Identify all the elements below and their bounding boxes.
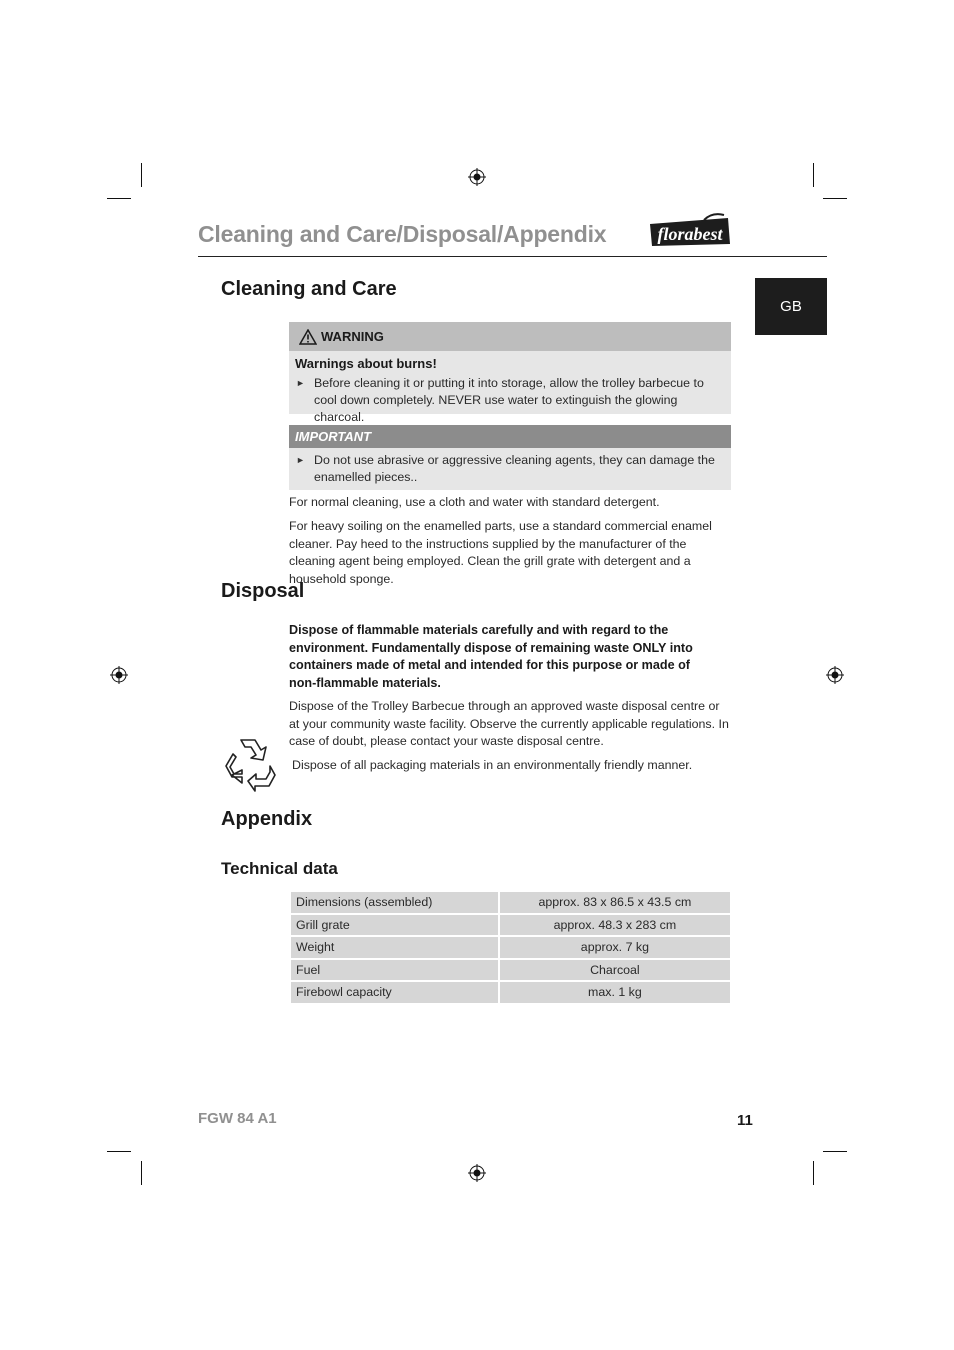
warning-header xyxy=(289,322,731,351)
crop-mark xyxy=(141,1161,142,1185)
spec-label: Dimensions (assembled) xyxy=(291,892,498,913)
technical-data-table xyxy=(289,890,732,1005)
important-label: IMPORTANT xyxy=(289,425,731,448)
registration-mark-icon xyxy=(468,1164,486,1182)
page-number: 11 xyxy=(737,1112,753,1129)
table-row xyxy=(291,915,730,936)
warning-subtitle: Warnings about burns! xyxy=(295,356,437,371)
recycle-icon xyxy=(221,734,279,792)
spec-value: Charcoal xyxy=(500,960,730,981)
important-bullet-text: Do not use abrasive or aggressive cleaning agents, they can damage the enamelled pieces.. xyxy=(314,453,715,484)
spec-value: approx. 7 kg xyxy=(500,937,730,958)
svg-text:florabest: florabest xyxy=(657,224,723,244)
brand-logo xyxy=(648,212,732,248)
warning-triangle-icon xyxy=(299,329,317,345)
crop-mark xyxy=(823,1151,847,1152)
disposal-paragraph: Dispose of the Trolley Barbecue through an approved waste disposal centre or at your community waste facility. Observe the currently applicable regulations. In case of doubt, please contact your waste disposal centre. xyxy=(289,699,729,748)
crop-mark xyxy=(813,1161,814,1185)
packaging-disposal-text: Dispose of all packaging materials in an environmentally friendly manner. xyxy=(292,758,693,772)
crop-mark xyxy=(107,198,131,199)
spec-value: approx. 48.3 x 283 cm xyxy=(500,915,730,936)
warning-bullet xyxy=(289,371,731,431)
technical-data-heading: Technical data xyxy=(221,859,338,878)
footer-model: FGW 84 A1 xyxy=(198,1110,277,1127)
warning-bullet-text: Before cleaning it or putting it into storage, allow the trolley barbecue to cool down completely. NEVER use water to extinguish the glowing charcoal. xyxy=(314,376,704,424)
bullet-arrow-icon: ► xyxy=(296,455,305,465)
warning-box xyxy=(289,322,731,424)
registration-mark-icon xyxy=(468,168,486,186)
table-row xyxy=(291,982,730,1003)
table-row xyxy=(291,960,730,981)
spec-value: max. 1 kg xyxy=(500,982,730,1003)
crop-mark xyxy=(823,198,847,199)
section-heading-disposal: Disposal xyxy=(221,580,305,602)
section-heading-appendix: Appendix xyxy=(221,808,313,830)
page-title: Cleaning and Care/Disposal/Appendix xyxy=(198,221,607,247)
table-row xyxy=(291,937,730,958)
cleaning-paragraph: For heavy soiling on the enamelled parts, use a standard commercial enamel cleaner. Pay heed to the instructions supplied by the manufacturer of the cleaning agent being employed. Clean the grill grate with detergent and a household sponge. xyxy=(289,519,712,586)
registration-mark-icon xyxy=(110,666,128,684)
language-tab: GB xyxy=(755,278,827,335)
crop-mark xyxy=(107,1151,131,1152)
spec-label: Grill grate xyxy=(291,915,498,936)
registration-mark-icon xyxy=(826,666,844,684)
table-row xyxy=(291,892,730,913)
spec-label: Weight xyxy=(291,937,498,958)
section-heading-cleaning: Cleaning and Care xyxy=(221,278,397,300)
crop-mark xyxy=(141,163,142,187)
title-rule xyxy=(198,256,827,257)
spec-label: Fuel xyxy=(291,960,498,981)
disposal-warning-paragraph: Dispose of flammable materials carefully and with regard to the environment. Fundamentally dispose of remaining waste ONLY into containers made of metal and intended for this purpose or made of non-flammable materials. xyxy=(289,623,693,690)
bullet-arrow-icon: ► xyxy=(296,378,305,388)
important-bullet xyxy=(289,448,731,491)
warning-label: WARNING xyxy=(321,329,384,344)
important-box xyxy=(289,425,731,490)
cleaning-paragraph: For normal cleaning, use a cloth and water with standard detergent. xyxy=(289,495,660,509)
spec-value: approx. 83 x 86.5 x 43.5 cm xyxy=(500,892,730,913)
crop-mark xyxy=(813,163,814,187)
spec-label: Firebowl capacity xyxy=(291,982,498,1003)
